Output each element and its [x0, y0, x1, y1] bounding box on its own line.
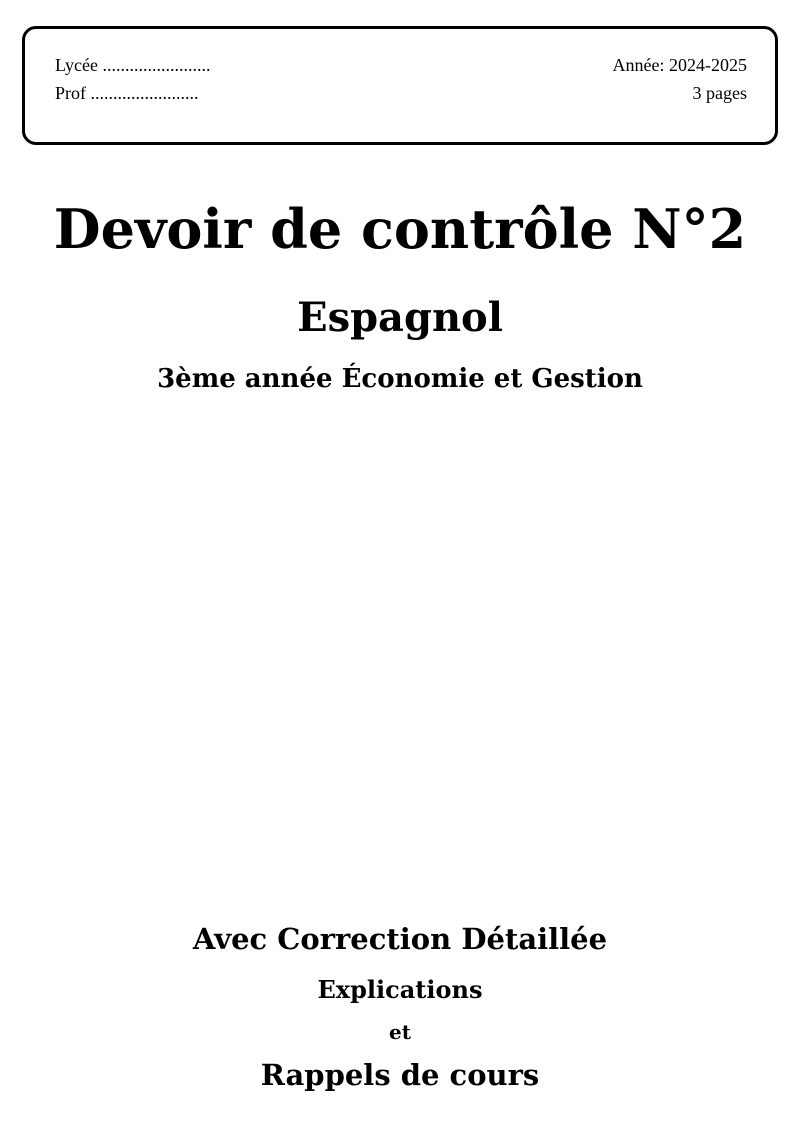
header-row-teacher-pages: [55, 79, 747, 107]
header-info-content: [25, 29, 775, 142]
course-reminders-notice: Rappels de cours: [260, 1058, 540, 1092]
header-row-school-year: [55, 51, 747, 79]
level-title: 3ème année Économie et Gestion: [157, 364, 643, 394]
correction-notice: Avec Correction Détaillée: [192, 922, 608, 956]
school-field: Lycée ........................: [55, 55, 211, 75]
page-count-value: 3 pages: [692, 83, 747, 103]
header-info-box: [22, 26, 778, 145]
page-title: Devoir de contrôle N°2: [53, 197, 747, 261]
title-block: [0, 196, 800, 396]
school-year-value: Année: 2024-2025: [612, 55, 747, 75]
conjunction-text: et: [389, 1020, 411, 1044]
footer-block: [0, 920, 800, 1094]
teacher-field: Prof ........................: [55, 83, 199, 103]
subject-title: Espagnol: [297, 294, 503, 341]
explanations-notice: Explications: [317, 975, 483, 1004]
